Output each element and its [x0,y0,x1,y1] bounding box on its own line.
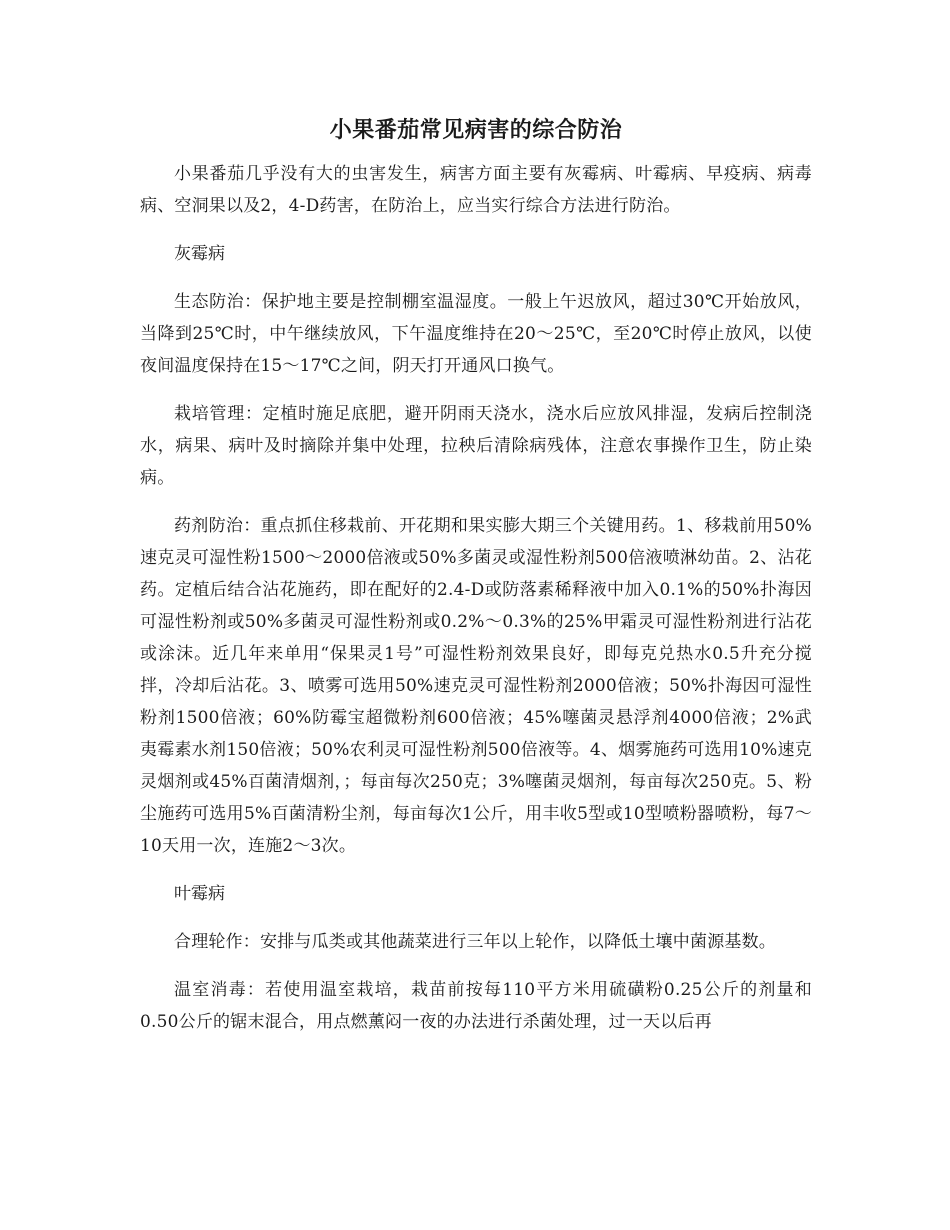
section-heading-gray-mold: 灰霉病 [174,244,225,264]
paragraph-cultivation-management: 栽培管理：定植时施足底肥，避开阴雨天浇水，浇水后应放风排湿，发病后控制浇水，病果、病叶及时摘除并集中处理，拉秧后清除病残体，注意农事操作卫生，防止染病。 [140,404,812,488]
paragraph-chemical-control: 药剂防治：重点抓住移栽前、开花期和果实膨大期三个关键用药。1、移栽前用50%速克灵可湿性粉1500～2000倍液或50%多菌灵或湿性粉剂500倍液喷淋幼苗。2、沾花药。定植后结合沾花施药，即在配好的2.4-D或防落素稀释液中加入0.1%的50%扑海因可湿性粉剂或50%多菌灵可湿性粉剂或0.2%～0.3%的25%甲霜灵可湿性粉剂进行沾花或涂沫。近几年来单用“保果灵1号”可湿性粉剂效果良好，即每克兑热水0.5升充分搅拌，冷却后沾花。3、喷雾可选用50%速克灵可湿性粉剂2000倍液；50%扑海因可湿性粉剂1500倍液；60%防霉宝超微粉剂600倍液；45%噻菌灵悬浮剂4000倍液；2%武夷霉素水剂150倍液；50%农利灵可湿性粉剂500倍液等。4、烟雾施药可选用10%速克灵烟剂或45%百菌清烟剂，；每亩每次250克；3%噻菌灵烟剂，每亩每次250克。5、粉尘施药可选用5%百菌清粉尘剂，每亩每次1公斤，用丰收5型或10型喷粉器喷粉，每7～10天用一次，连施2～3次。 [140,516,812,856]
page-title: 小果番茄常见病害的综合防治 [329,117,623,143]
intro-paragraph: 小果番茄几乎没有大的虫害发生，病害方面主要有灰霉病、叶霉病、早疫病、病毒病、空洞果以及2，4-D药害，在防治上，应当实行综合方法进行防治。 [140,164,812,216]
paragraph-crop-rotation: 合理轮作：安排与瓜类或其他蔬菜进行三年以上轮作，以降低土壤中菌源基数。 [174,932,776,952]
paragraph-greenhouse-disinfection: 温室消毒：若使用温室栽培，栽苗前按每110平方米用硫磺粉0.25公斤的剂量和0.50公斤的锯末混合，用点燃薰闷一夜的办法进行杀菌处理，过一天以后再 [140,980,812,1032]
section-heading-leaf-mold: 叶霉病 [174,884,225,904]
paragraph-ecological-control: 生态防治：保护地主要是控制棚室温湿度。一般上午迟放风，超过30℃开始放风，当降到25℃时，中午继续放风，下午温度维持在20～25℃，至20℃时停止放风，以使夜间温度保持在15～17℃之间，阴天打开通风口换气。 [140,292,812,376]
document-body [140,112,812,1054]
